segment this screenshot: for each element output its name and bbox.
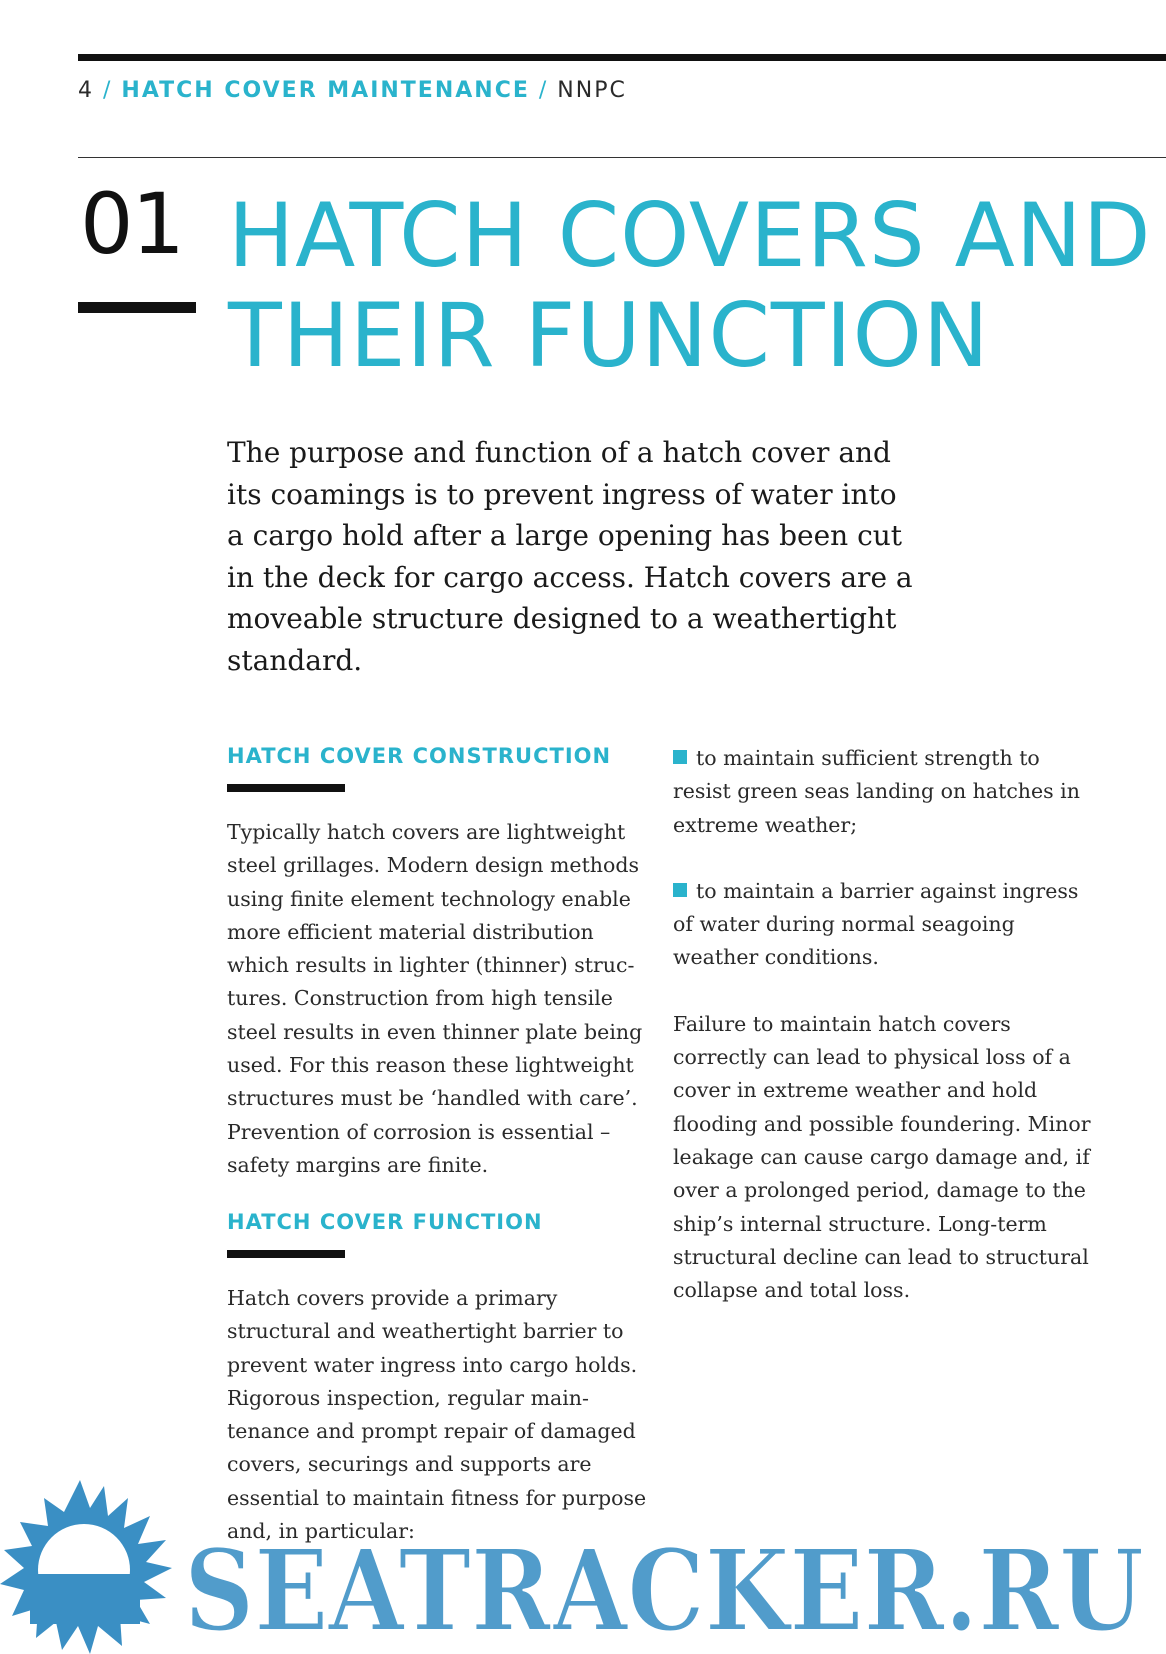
construction-text: Typically hatch covers are lightweight steel grillages. Modern design methods using finite element technology enable more efficient material distribution which results in lighter (thinner) struc-tures. Construction from high tensile steel results in even thinner plate being used. For this reason these lightweight structures must be ‘handled with care’. Prevention of corrosion is essential – safety margins are finite. <box>227 820 643 1177</box>
running-head <box>78 78 627 103</box>
failure-paragraph: Failure to maintain hatch covers correctly can lead to physical loss of a cover in extreme weather and hold flooding and possible foundering. Minor leakage can cause cargo damage and, if over a prolonged period, damage to the ship’s internal structure. Long-term structural decline can lead to structural collapse and total loss. <box>673 1011 1091 1303</box>
bullet-text: to maintain sufficient strength to resist green seas landing on hatches in extreme weather; <box>673 746 1080 837</box>
chapter-title-line-2: THEIR FUNCTION <box>228 284 990 387</box>
square-bullet-icon <box>673 883 687 897</box>
chapter-number: 01 <box>80 175 183 273</box>
square-bullet-icon <box>673 750 687 764</box>
sun-horizon <box>30 1574 140 1624</box>
bullet-text: to maintain a barrier against ingress of water during normal seagoing weather conditions. <box>673 878 1079 970</box>
bullet-item <box>673 742 1103 842</box>
function-heading-bar <box>227 1250 345 1258</box>
running-section-title: HATCH COVER MAINTENANCE <box>121 78 530 103</box>
header-divider <box>78 157 1166 158</box>
function-heading: HATCH COVER FUNCTION <box>227 1210 543 1234</box>
construction-heading: HATCH COVER CONSTRUCTION <box>227 744 612 768</box>
construction-section <box>227 742 647 1182</box>
bullet-item <box>673 875 1103 975</box>
construction-heading-bar <box>227 784 345 792</box>
intro-paragraph: The purpose and function of a hatch cover and its coamings is to prevent ingress of water into a cargo hold after a large opening has been cut in the deck for cargo access. Hatch covers are a moveable structure designed to a weathertight standard. <box>227 436 913 677</box>
watermark <box>0 1480 1166 1654</box>
publisher-name: NNPC <box>557 78 627 103</box>
sun-burst-icon <box>0 1480 172 1654</box>
watermark-text: SEATRACKER.RU <box>184 1526 1144 1654</box>
top-rule <box>78 54 1166 61</box>
page-number: 4 <box>78 78 94 103</box>
chapter-title-line-1: HATCH COVERS AND <box>228 184 1152 287</box>
chapter-title <box>228 186 1151 386</box>
separator-2: / <box>538 78 549 103</box>
function-text: Hatch covers provide a primary structural and weathertight barrier to prevent water ingress into cargo holds. Rigorous inspection, regular main-tenance and prompt repair of damaged covers, securings and supports are essential to maintain fitness for purpose and, in particular: <box>227 1286 647 1544</box>
chapter-number-bar <box>78 302 196 313</box>
separator-1: / <box>103 78 113 103</box>
right-column <box>673 742 1103 1307</box>
